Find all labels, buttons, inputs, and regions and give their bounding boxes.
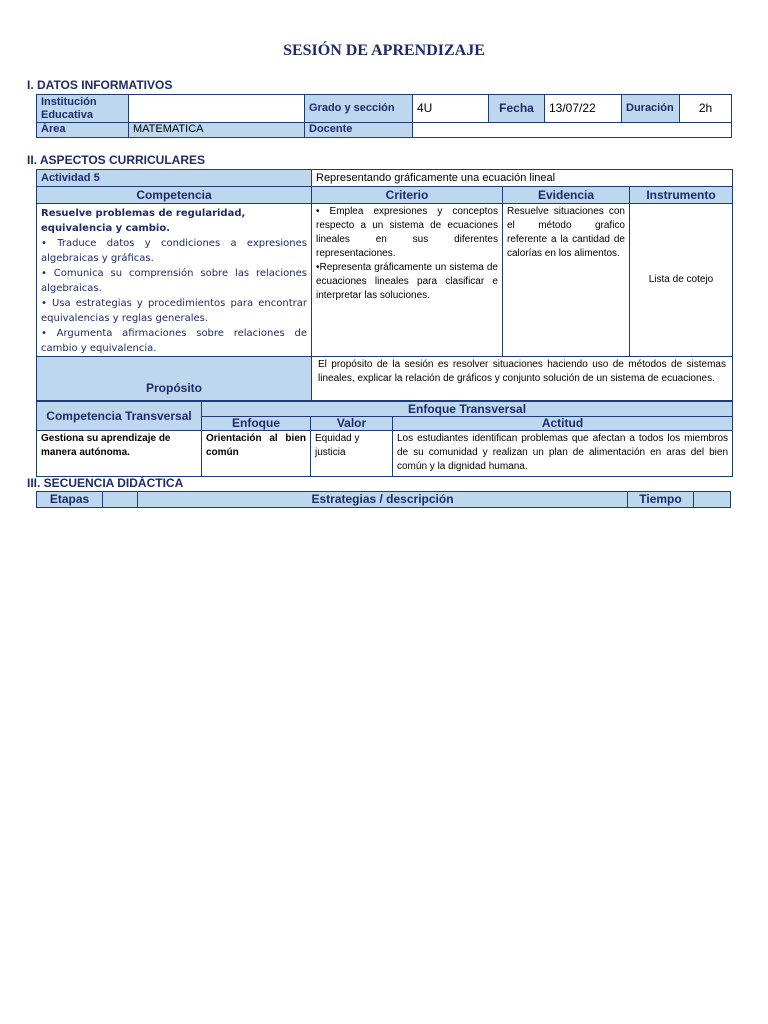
competencia-item: • Comunica su comprensión sobre las relaciones algebraicas.: [41, 268, 307, 294]
actitud-header: Actitud: [393, 417, 733, 431]
area-field[interactable]: MATEMATICA: [129, 123, 305, 138]
proposito-label: Propósito: [37, 357, 312, 401]
criterio-header: Criterio: [312, 187, 503, 204]
datos-table: [36, 94, 732, 138]
enfoque-value: Orientación al bien común: [202, 431, 311, 477]
secuencia-table: [36, 491, 731, 508]
valor-header: Valor: [311, 417, 393, 431]
grado-field[interactable]: 4U: [413, 95, 489, 123]
competencia-item: • Traduce datos y condiciones a expresiones algebraicas y gráficas.: [41, 238, 307, 264]
fecha-label: Fecha: [489, 95, 545, 123]
actividad-title: Representando gráficamente una ecuación lineal: [312, 170, 733, 187]
aspectos-table: [36, 169, 733, 401]
enfoque-transversal-header: Enfoque Transversal: [202, 402, 733, 417]
tiempo-header: Tiempo: [628, 492, 694, 508]
comp-transversal-header: Competencia Transversal: [37, 402, 202, 431]
etapas-header: Etapas: [37, 492, 103, 508]
institucion-field[interactable]: [129, 95, 305, 123]
evidencia-cell: Resuelve situaciones con el método grafico referente a la cantidad de calorías en los alimentos.: [503, 204, 630, 357]
grado-label: Grado y sección: [305, 95, 413, 123]
transversal-table: [36, 401, 733, 477]
page-title: SESIÓN DE APRENDIZAJE: [283, 42, 485, 59]
secuencia-blank-cell: [694, 492, 731, 508]
competencia-header: Competencia: [37, 187, 312, 204]
institucion-label: Institución Educativa: [37, 95, 129, 123]
section-heading-datos: I. DATOS INFORMATIVOS: [27, 78, 173, 92]
criterio-cell: [312, 204, 503, 357]
section-heading-secuencia: III. SECUENCIA DIDÁCTICA: [27, 476, 184, 490]
enfoque-header: Enfoque: [202, 417, 311, 431]
criterio-item: •Representa gráficamente un sistema de ecuaciones lineales para clasificar e interpretar las soluciones.: [316, 262, 498, 301]
evidencia-header: Evidencia: [503, 187, 630, 204]
section-heading-aspectos: II. ASPECTOS CURRICULARES: [27, 153, 206, 167]
proposito-text: El propósito de la sesión es resolver situaciones haciendo uso de métodos de sistemas lineales, explicar la relación de gráficos y conjunto solución de un sistema de ecuaciones.: [312, 357, 733, 401]
area-label: Área: [37, 123, 129, 138]
instrumento-header: Instrumento: [630, 187, 733, 204]
actividad-label: Actividad 5: [37, 170, 312, 187]
actitud-value: Los estudiantes identifican problemas que afectan a todos los miembros de su comunidad y realizan un plan de alimentación en aras del bien común y la dignidad humana.: [393, 431, 733, 477]
docente-label: Docente: [305, 123, 413, 138]
comp-transversal-value: Gestiona su aprendizaje de manera autónoma.: [37, 431, 202, 477]
duracion-field[interactable]: 2h: [680, 95, 732, 123]
estrategias-header: Estrategias / descripción: [138, 492, 628, 508]
duracion-label: Duración: [622, 95, 680, 123]
competencia-title: Resuelve problemas de regularidad, equivalencia y cambio.: [41, 208, 246, 234]
fecha-field[interactable]: 13/07/22: [545, 95, 622, 123]
docente-field[interactable]: [413, 123, 732, 138]
valor-value: Equidad y justicia: [311, 431, 393, 477]
competencia-item: • Usa estrategias y procedimientos para encontrar equivalencias y reglas generales.: [41, 298, 307, 324]
instrumento-cell: Lista de cotejo: [630, 204, 733, 357]
criterio-item: • Emplea expresiones y conceptos respecto a un sistema de ecuaciones lineales en sus diferentes representaciones.: [316, 206, 498, 259]
competencia-item: • Argumenta afirmaciones sobre relaciones de cambio y equivalencia.: [41, 328, 307, 354]
secuencia-blank-cell: [103, 492, 138, 508]
competencia-cell: [37, 204, 312, 357]
